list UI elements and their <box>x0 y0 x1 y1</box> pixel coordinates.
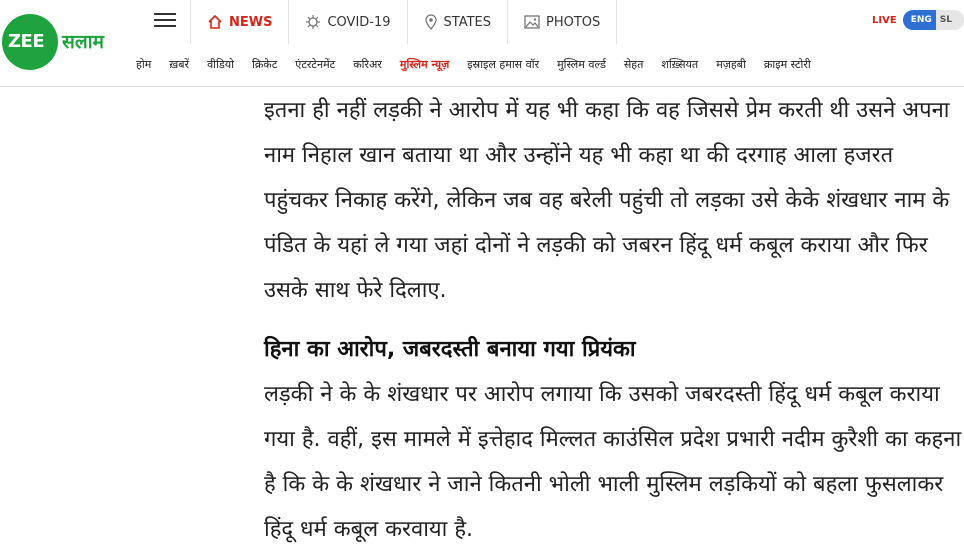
subnav-item-home[interactable]: होम <box>136 57 152 71</box>
subnav-item-health[interactable]: सेहत <box>623 57 644 71</box>
article-subheading: हिना का आरोप, जबरदस्ती बनाया गया प्रियंका <box>264 337 636 362</box>
nav-states[interactable] <box>408 0 508 44</box>
virus-icon <box>305 14 321 30</box>
logo-zee-text: ZEE <box>8 31 45 52</box>
subnav-item-entertainment[interactable]: एंटरटेनमेंट <box>295 57 336 71</box>
article-paragraph: लड़की ने के के शंखधार पर आरोप लगाया कि उसको जबरदस्ती हिंदू धर्म कबूल कराया गया है. वहीं, इस मामले में इत्तेहाद मिल्लत काउंसिल प्रदेश प्रभारी नदीम कुरैशी का कहना है कि के के शंखधार ने जाने कितनी भोली भाली मुस्लिम लड़कियों को बहला फुसलाकर हिंदू धर्म कबूल करवाया है. <box>264 382 962 542</box>
site-header <box>0 0 964 87</box>
subnav-item-israel-hamas[interactable]: इस्राइल हमास वॉर <box>467 57 540 71</box>
hamburger-icon <box>154 12 176 32</box>
logo-salam-text: सलाम <box>62 31 105 53</box>
nav-news[interactable] <box>191 0 289 44</box>
subnav-item-religious[interactable]: मज़हबी <box>716 57 746 71</box>
subnav-item-career[interactable]: करिअर <box>353 57 382 71</box>
lang-sl[interactable]: SL <box>936 10 964 30</box>
article-paragraph: इतना ही नहीं लड़की ने आरोप में यह भी कहा कि वह जिससे प्रेम करती थी उसने अपना नाम निहाल खान बताया था और उन्होंने यह भी कहा था की दरगाह आला हजरत पहुंचकर निकाह करेंगे, लेकिन जब वह बरेली पहुंची तो लड़का उसे केके शंखधार नाम के पंडित के यहां ले गया जहां दोनों ने लड़की को जबरन हिंदू धर्म कबूल कराया और फिर उसके साथ फेरे दिलाए. <box>264 98 950 303</box>
subnav-item-news[interactable]: ख़बरें <box>169 57 190 71</box>
logo-circle <box>2 14 58 70</box>
nav-news-label: NEWS <box>229 14 273 30</box>
live-link[interactable]: LIVE <box>872 14 897 26</box>
top-nav <box>140 0 617 44</box>
subnav-item-personality[interactable]: शख़्सियत <box>661 57 699 71</box>
subnav-item-muslim-world[interactable]: मुस्लिम वर्ल्ड <box>557 57 606 71</box>
nav-photos-label: PHOTOS <box>546 14 601 30</box>
home-icon <box>207 14 223 30</box>
zee-salaam-logo[interactable] <box>2 14 124 70</box>
nav-photos[interactable] <box>508 0 617 44</box>
menu-button[interactable] <box>140 0 191 44</box>
nav-states-label: STATES <box>443 14 492 30</box>
subnav-item-cricket[interactable]: क्रिकेट <box>252 57 278 71</box>
sub-nav <box>136 52 829 76</box>
location-pin-icon <box>424 14 438 30</box>
live-language-area <box>872 10 964 30</box>
language-toggle[interactable] <box>903 10 964 30</box>
subnav-item-crime-story[interactable]: क्राइम स्टोरी <box>763 57 811 71</box>
nav-covid[interactable] <box>289 0 407 44</box>
nav-covid-label: COVID-19 <box>327 14 391 30</box>
subnav-item-muslim-news[interactable]: मुस्लिम न्यूज़ <box>399 57 450 71</box>
lang-eng[interactable]: ENG <box>903 10 936 30</box>
subnav-item-video[interactable]: वीडियो <box>207 57 234 71</box>
image-icon <box>524 15 540 29</box>
